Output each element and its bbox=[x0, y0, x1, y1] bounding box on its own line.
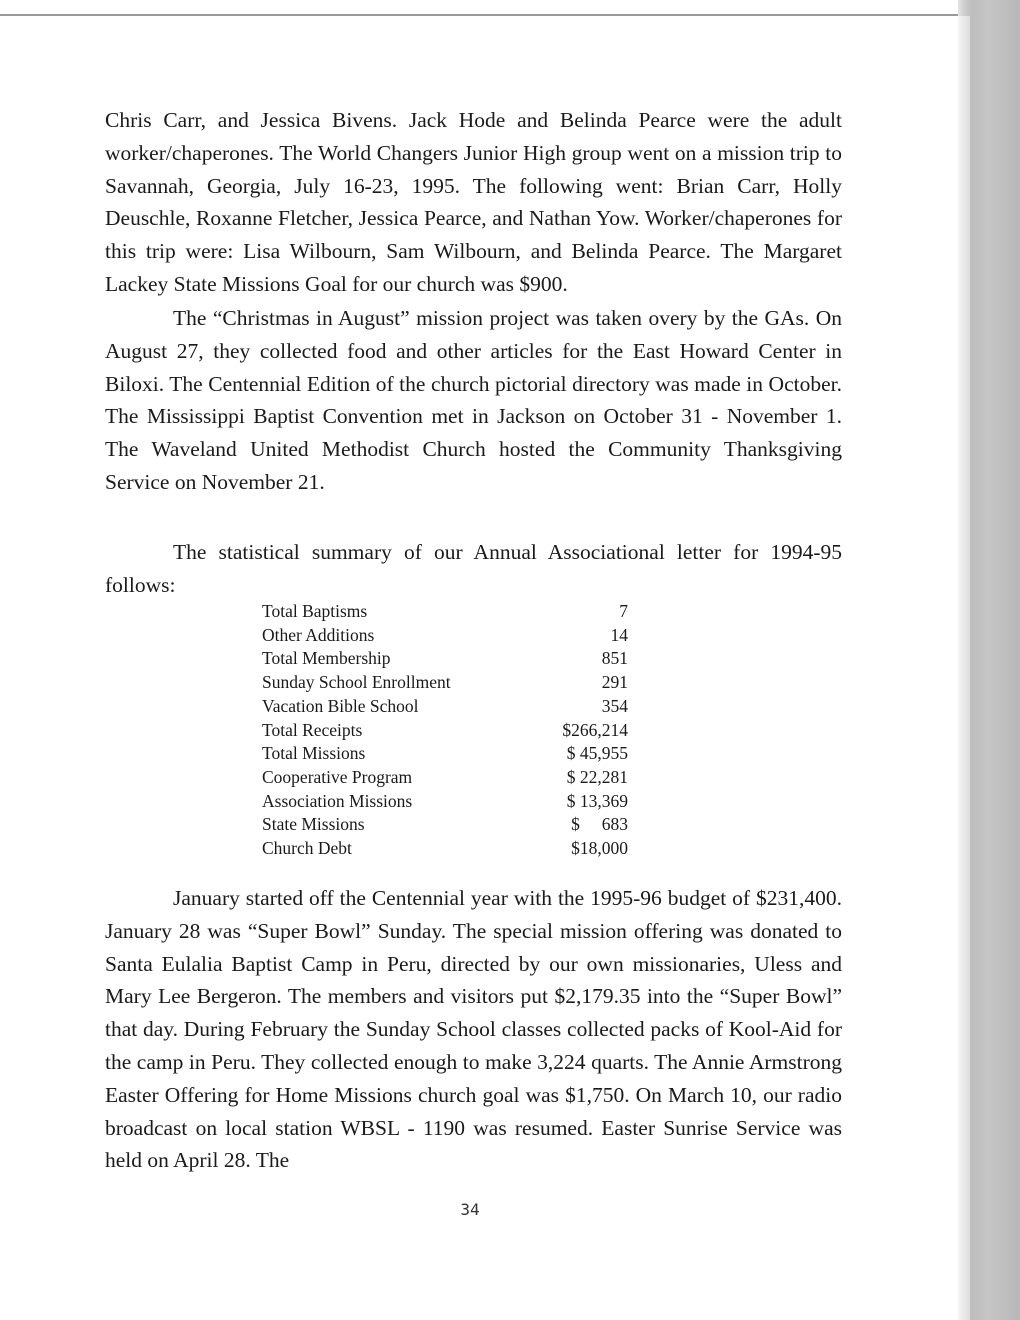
stat-row bbox=[262, 813, 628, 837]
stat-value: $ 45,955 bbox=[566, 743, 628, 764]
stat-value: $ 13,369 bbox=[566, 790, 628, 811]
stat-label: Cooperative Program bbox=[262, 766, 413, 787]
stat-row bbox=[262, 790, 628, 814]
stat-value: $266,214 bbox=[562, 719, 628, 740]
page-number: 34 bbox=[460, 1200, 480, 1219]
stat-label: Total Missions bbox=[262, 743, 366, 764]
stat-label: Sunday School Enrollment bbox=[262, 672, 451, 693]
stat-label: Total Membership bbox=[262, 648, 391, 669]
paragraph-1: Chris Carr, and Jessica Bivens. Jack Hode and Belinda Pearce were the adult worker/chaperones. The World Changers Junior High group went on a mission trip to Savannah, Georgia, July 16-23, 1995. The following went: Brian Carr, Holly Deuschle, Roxanne Fletcher, Jessica Pearce, and Nathan Yow. Worker/chaperones for this trip were: Lisa Wilbourn, Sam Wilbourn, and Belinda Pearce. The Margaret Lackey State Missions Goal for our church was $900. bbox=[105, 108, 842, 296]
stat-row bbox=[262, 600, 628, 624]
stat-label: Other Additions bbox=[262, 624, 375, 645]
stat-row bbox=[262, 719, 628, 743]
paragraph-2: The “Christmas in August” mission project was taken overy by the GAs. On August 27, they collected food and other articles for the East Howard Center in Biloxi. The Centennial Edition of the church pictorial directory was made in October. The Mississippi Baptist Convention met in Jackson on October 31 - November 1. The Waveland United Methodist Church hosted the Community Thanksgiving Service on November 21. bbox=[105, 306, 842, 494]
stat-row bbox=[262, 742, 628, 766]
stat-value: 7 bbox=[619, 601, 628, 621]
stat-label: Association Missions bbox=[262, 790, 413, 811]
stat-value: $18,000 bbox=[571, 838, 628, 859]
stat-value: $ 22,281 bbox=[566, 766, 628, 787]
stat-label: Church Debt bbox=[262, 838, 352, 859]
stat-row bbox=[262, 671, 628, 695]
stat-row bbox=[262, 647, 628, 671]
stat-row bbox=[262, 695, 628, 719]
document-page bbox=[0, 16, 958, 1320]
stat-row bbox=[262, 624, 628, 648]
stat-value: 14 bbox=[610, 624, 628, 645]
scan-page-edge bbox=[958, 16, 970, 1320]
stat-value: $ 683 bbox=[571, 814, 628, 835]
paragraph-4: January started off the Centennial year with the 1995-96 budget of $231,400. January 28 was “Super Bowl” Sunday. The special mission offering was donated to Santa Eulalia Baptist Camp in Peru, directed by our own missionaries, Uless and Mary Lee Bergeron. The members and visitors put $2,179.35 into the “Super Bowl” that day. During February the Sunday School classes collected packs of Kool-Aid for the camp in Peru. They collected enough to make 3,224 quarts. The Annie Armstrong Easter Offering for Home Missions church goal was $1,750. On March 10, our radio broadcast on local station WBSL - 1190 was resumed. Easter Sunrise Service was held on April 28. The bbox=[105, 886, 842, 1173]
stat-value: 291 bbox=[601, 672, 628, 693]
stat-label: Total Receipts bbox=[262, 719, 363, 740]
stat-label: State Missions bbox=[262, 814, 365, 835]
stat-row bbox=[262, 766, 628, 790]
stat-label: Vacation Bible School bbox=[262, 695, 419, 716]
statistical-summary-table bbox=[262, 600, 628, 861]
paragraph-3: The statistical summary of our Annual Associational letter for 1994-95 follows: bbox=[105, 540, 842, 597]
stat-value: 354 bbox=[601, 695, 628, 716]
stat-row bbox=[262, 837, 628, 861]
stat-label: Total Baptisms bbox=[262, 601, 368, 621]
stat-value: 851 bbox=[601, 648, 628, 669]
